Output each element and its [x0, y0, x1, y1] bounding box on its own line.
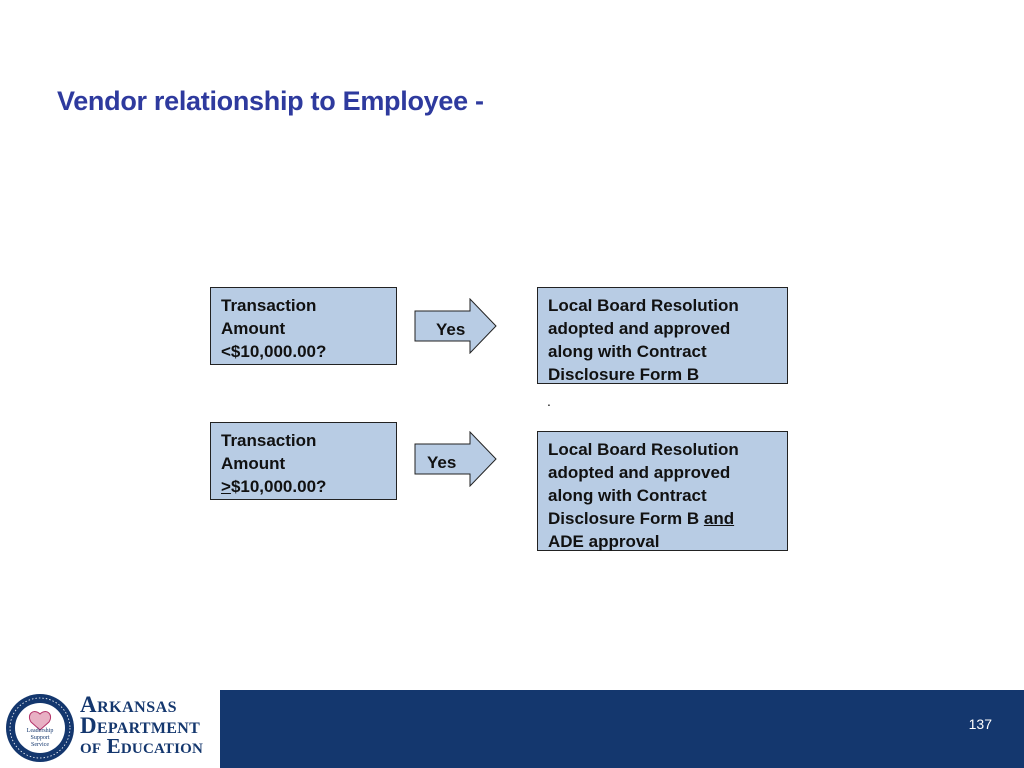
department-logo-text	[80, 694, 203, 757]
condition-line: <$10,000.00?	[221, 342, 327, 361]
condition-line: Transaction	[221, 431, 317, 450]
condition-line	[221, 475, 386, 498]
seal-text: Leadership	[26, 728, 54, 734]
result-line: Disclosure Form B	[548, 365, 700, 384]
result-line: adopted and approved	[548, 463, 731, 482]
result-box-board-resolution-ade	[537, 431, 788, 551]
footer	[0, 690, 1024, 768]
result-line: adopted and approved	[548, 319, 731, 338]
logo-line: Arkansas	[80, 692, 178, 717]
footer-band	[220, 690, 1024, 768]
result-line: ADE approval	[548, 532, 660, 551]
condition-line: Amount	[221, 319, 286, 338]
condition-line: Transaction	[221, 296, 317, 315]
condition-line: Amount	[221, 454, 286, 473]
result-box-board-resolution	[537, 287, 788, 384]
seal-text: Service	[31, 742, 49, 748]
page-number: 137	[968, 716, 992, 732]
logo-line: of Education	[80, 734, 204, 758]
department-seal-icon	[4, 692, 76, 764]
greater-equal-symbol: >	[221, 477, 231, 496]
result-line: along with Contract	[548, 486, 707, 505]
logo-line: Department	[80, 713, 201, 738]
slide-title: Vendor relationship to Employee -	[57, 86, 484, 116]
result-line: Local Board Resolution	[548, 440, 739, 459]
result-line-text: Disclosure Form B	[548, 509, 704, 528]
arrow-label-yes: Yes	[436, 320, 466, 339]
result-line: along with Contract	[548, 342, 707, 361]
condition-amount: $10,000.00?	[230, 477, 327, 496]
condition-box-under-10000	[210, 287, 397, 365]
seal-text: Support	[30, 735, 50, 741]
emphasis-and: and	[703, 509, 735, 528]
separator-dot: .	[547, 393, 551, 409]
condition-box-10000-or-more	[210, 422, 397, 500]
result-line	[548, 507, 777, 530]
arrow-label-yes: Yes	[427, 453, 457, 472]
result-line: Local Board Resolution	[548, 296, 739, 315]
